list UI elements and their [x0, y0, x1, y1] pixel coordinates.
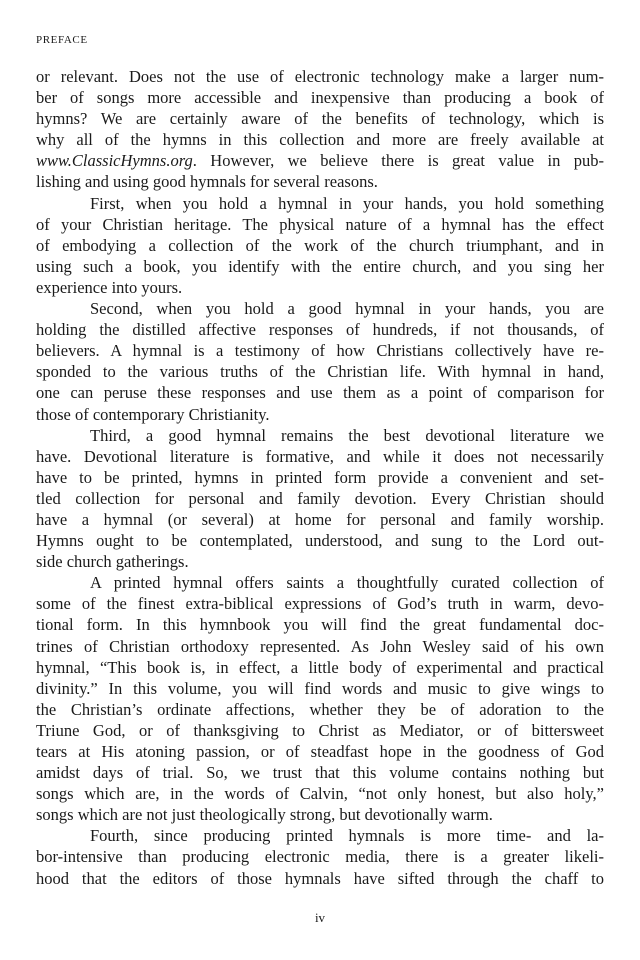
text-line: side church gatherings.: [36, 552, 189, 572]
text-line: hymns? We are certainly aware of the benefits of technology, which is: [36, 109, 604, 129]
body-text: [36, 66, 604, 889]
text-line: Third, a good hymnal remains the best devotional literature we: [90, 425, 604, 445]
text-line: songs which are, in the words of Calvin, “not only honest, but also holy,”: [36, 784, 604, 804]
text-line: why all of the hymns in this collection and more are freely available at: [36, 130, 604, 150]
text-line: hymnal, “This book is, in effect, a little body of experimental and practical: [36, 657, 604, 677]
text-line: holding the distilled affective responses of hundreds, if not thousands, of: [36, 320, 604, 340]
text-line: ber of songs more accessible and inexpensive than producing a book of: [36, 88, 604, 108]
text-line: hood that the editors of those hymnals have sifted through the chaff to: [36, 868, 604, 888]
text-line: sponded to the various truths of the Christian life. With hymnal in hand,: [36, 362, 604, 382]
text-line: have. Devotional literature is formative, and while it does not necessarily: [36, 446, 604, 466]
text-line: Hymns ought to be contemplated, understood, and sung to the Lord out-: [36, 531, 604, 551]
text-segment: . However, we believe there is great value in pub-: [192, 151, 604, 171]
text-line: amidst days of trial. So, we trust that this volume contains nothing but: [36, 763, 604, 783]
page-number: iv: [314, 910, 326, 925]
text-line: Second, when you hold a good hymnal in your hands, you are: [90, 299, 604, 319]
text-line: have to be printed, hymns in printed form provide a convenient and set-: [36, 467, 604, 487]
text-line: Fourth, since producing printed hymnals is more time- and la-: [90, 826, 604, 846]
text-line: those of contemporary Christianity.: [36, 404, 270, 424]
text-line: [36, 150, 604, 171]
text-line: tional form. In this hymnbook you will find the great fundamental doc-: [36, 615, 604, 635]
text-line: some of the finest extra-biblical expressions of God’s truth in warm, devo-: [36, 594, 604, 614]
text-line: have a hymnal (or several) at home for personal and family worship.: [36, 509, 604, 529]
text-line: one can peruse these responses and use them as a point of comparison for: [36, 383, 604, 403]
text-line: the Christian’s ordinate affections, whether they be of adoration to the: [36, 699, 604, 719]
text-line: of your Christian heritage. The physical nature of a hymnal has the effect: [36, 214, 604, 234]
text-line: or relevant. Does not the use of electronic technology make a larger num-: [36, 67, 604, 86]
text-line: Triune God, or of thanksgiving to Christ as Mediator, or of bittersweet: [36, 720, 604, 740]
text-line: tears at His atoning passion, or of steadfast hope in the goodness of God: [36, 742, 604, 761]
text-line: songs which are not just theologically strong, but devotionally warm.: [36, 805, 493, 825]
text-line: believers. A hymnal is a testimony of how Christians collectively have re-: [36, 341, 604, 361]
text-line: A printed hymnal offers saints a thoughtfully curated collection of: [90, 573, 604, 593]
text-line: bor-intensive than producing electronic media, there is a greater likeli-: [36, 847, 604, 867]
text-line: First, when you hold a hymnal in your hands, you hold something: [90, 193, 604, 213]
url-text: www.ClassicHymns.org: [36, 151, 193, 171]
text-line: experience into yours.: [36, 277, 183, 297]
text-line: tled collection for personal and family devotion. Every Christian should: [36, 488, 604, 508]
text-line: trines of Christian orthodoxy represented. As John Wesley said of his own: [36, 636, 604, 656]
text-line: using such a book, you identify with the entire church, and you sing her: [36, 256, 604, 276]
text-line: lishing and using good hymnals for several reasons.: [36, 172, 378, 192]
text-line: of embodying a collection of the work of the church triumphant, and in: [36, 235, 604, 255]
text-line: divinity.” In this volume, you will find words and music to give wings to: [36, 678, 604, 698]
running-head: PREFACE: [36, 34, 88, 46]
